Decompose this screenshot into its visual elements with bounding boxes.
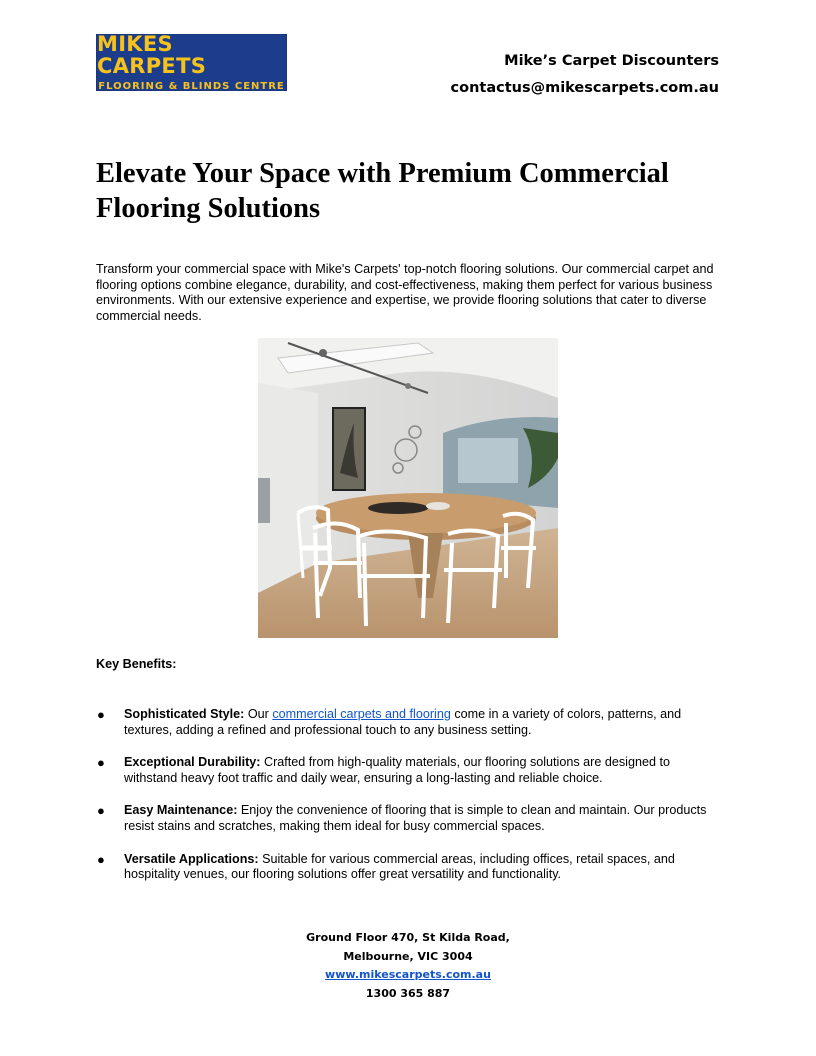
footer-phone: 1300 365 887 (365, 986, 451, 1000)
logo-main-text: MIKES CARPETS (97, 32, 207, 78)
benefits-heading: Key Benefits: (96, 657, 177, 671)
benefit-title: Versatile Applications: (124, 851, 259, 866)
bullet-icon: ● (97, 851, 105, 867)
benefit-item (96, 852, 721, 883)
footer-website-link[interactable]: www.mikescarpets.com.au (325, 968, 491, 981)
benefit-text: Enjoy the convenience of flooring that is simple to clean and maintain. Our products resist stains and scratches, making them ideal for busy commercial spaces. (124, 803, 707, 833)
bullet-icon: ● (97, 755, 105, 771)
benefit-text-pre: Our (247, 707, 269, 721)
bullet-icon: ● (97, 707, 105, 722)
benefit-item (96, 755, 721, 786)
footer-address-line2: Melbourne, VIC 3004 (343, 949, 473, 963)
header-contact (451, 48, 719, 102)
company-name: Mike’s Carpet Discounters (504, 53, 719, 69)
bullet-icon: ● (97, 803, 105, 819)
benefit-title: Exceptional Durability: (124, 755, 261, 770)
benefit-text: Crafted from high-quality materials, our flooring solutions are designed to withstand heavy foot traffic and daily wear, ensuring a long-lasting and reliable choice. (124, 755, 670, 785)
company-logo (96, 34, 287, 91)
logo-sub-text: FLOORING & BLINDS CENTRE (98, 81, 285, 92)
benefit-text: come in a variety of colors, patterns, and textures, adding a refined and professional touch to any business setting. (124, 707, 682, 737)
benefit-title: Sophisticated Style: (124, 707, 245, 721)
page-title: Elevate Your Space with Premium Commercial Flooring Solutions (96, 158, 669, 224)
footer-address-line1: Ground Floor 470, St Kilda Road, (306, 931, 510, 944)
benefit-text: Suitable for various commercial areas, including offices, retail spaces, and hospitality venues, our flooring solutions offer great versatility and functionality. (124, 851, 675, 882)
benefit-item (96, 707, 721, 738)
benefit-item (96, 803, 721, 834)
intro-paragraph: Transform your commercial space with Mike's Carpets' top-notch flooring solutions. Our commercial carpet and flooring options combine elegance, durability, and cost-effectiveness, making them perfect for various business environments. With our extensive experience and expertise, we provide flooring solutions that cater to diverse commercial needs. (96, 262, 714, 323)
benefit-title: Easy Maintenance: (124, 803, 238, 818)
footer (0, 929, 816, 1003)
header-email: contactus@mikescarpets.com.au (450, 80, 719, 96)
commercial-flooring-link[interactable]: commercial carpets and flooring (272, 707, 451, 721)
benefits-list (96, 707, 721, 883)
dining-room-photo (258, 338, 558, 638)
